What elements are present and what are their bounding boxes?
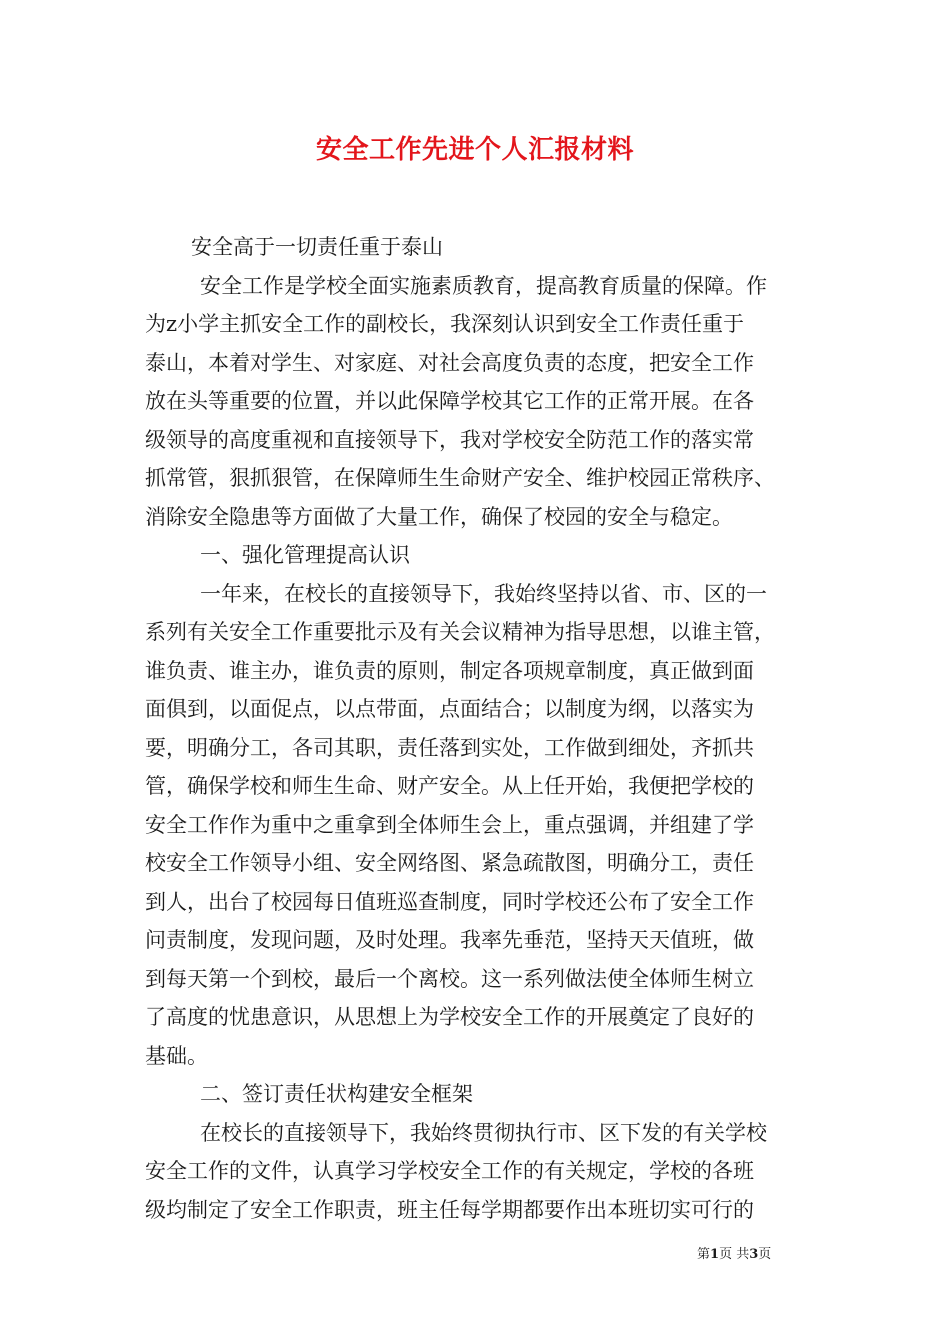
paragraph-line: 消除安全隐患等方面做了大量工作，确保了校园的安全与稳定。 (145, 504, 733, 529)
document-title: 安全工作先进个人汇报材料 (315, 135, 634, 165)
paragraph-line: 谁负责、谁主办，谁负责的原则，制定各项规章制度，真正做到面 (145, 658, 754, 683)
paragraph-line: 到人，出台了校园每日值班巡查制度，同时学校还公布了安全工作 (145, 889, 754, 914)
paragraph-line: 管，确保学校和师生生命、财产安全。从上任开始，我便把学校的 (145, 774, 754, 798)
paragraph-line: 一年来，在校长的直接领导下，我始终坚持以省、市、区的一 (200, 581, 767, 606)
paragraph-line: 基础。 (145, 1043, 208, 1068)
document-body (145, 228, 825, 1229)
page-current: 1 (710, 1247, 720, 1262)
section-heading: 一、强化管理提高认识 (200, 543, 410, 567)
paragraph-line: 级领导的高度重视和直接领导下，我对学校安全防范工作的落实常 (145, 427, 754, 452)
page-prefix: 第 (697, 1247, 711, 1262)
paragraph-line: 抓常管，狠抓狠管，在保障师生生命财产安全、维护校园正常秩序、 (145, 466, 775, 490)
paragraph-line: 泰山，本着对学生、对家庭、对社会高度负责的态度，把安全工作 (145, 350, 754, 375)
paragraph-line: 要，明确分工，各司其职，责任落到实处，工作做到细处，齐抓共 (145, 735, 754, 760)
page-suffix: 页 (758, 1247, 772, 1262)
subtitle-line: 安全高于一切责任重于泰山 (191, 235, 443, 259)
paragraph-line: 安全工作的文件，认真学习学校安全工作的有关规定，学校的各班 (145, 1159, 754, 1183)
paragraph-line: 放在头等重要的位置，并以此保障学校其它工作的正常开展。在各 (145, 389, 754, 413)
paragraph-line: 面俱到，以面促点，以点带面，点面结合；以制度为纲，以落实为 (145, 697, 754, 721)
page-middle: 页 共 (719, 1247, 750, 1262)
page-number (697, 1246, 771, 1264)
page-total: 3 (749, 1247, 759, 1262)
paragraph-line: 到每天第一个到校，最后一个离校。这一系列做法使全体师生树立 (145, 966, 754, 991)
paragraph-line: 校安全工作领导小组、安全网络图、紧急疏散图，明确分工，责任 (145, 851, 754, 875)
paragraph-line: 在校长的直接领导下，我始终贯彻执行市、区下发的有关学校 (200, 1120, 767, 1145)
paragraph-line: 安全工作是学校全面实施素质教育，提高教育质量的保障。作 (200, 273, 767, 298)
paragraph-line: 为z小学主抓安全工作的副校长，我深刻认识到安全工作责任重于 (145, 312, 745, 336)
paragraph-line: 系列有关安全工作重要批示及有关会议精神为指导思想，以谁主管， (145, 620, 775, 644)
section-heading: 二、签订责任状构建安全框架 (200, 1082, 473, 1106)
paragraph-line: 了高度的忧患意识，从思想上为学校安全工作的开展奠定了良好的 (145, 1005, 754, 1029)
paragraph-line: 问责制度，发现问题，及时处理。我率先垂范，坚持天天值班，做 (145, 928, 754, 952)
paragraph-line: 级均制定了安全工作职责，班主任每学期都要作出本班切实可行的 (145, 1197, 754, 1222)
paragraph-line: 安全工作作为重中之重拿到全体师生会上，重点强调，并组建了学 (145, 812, 754, 837)
